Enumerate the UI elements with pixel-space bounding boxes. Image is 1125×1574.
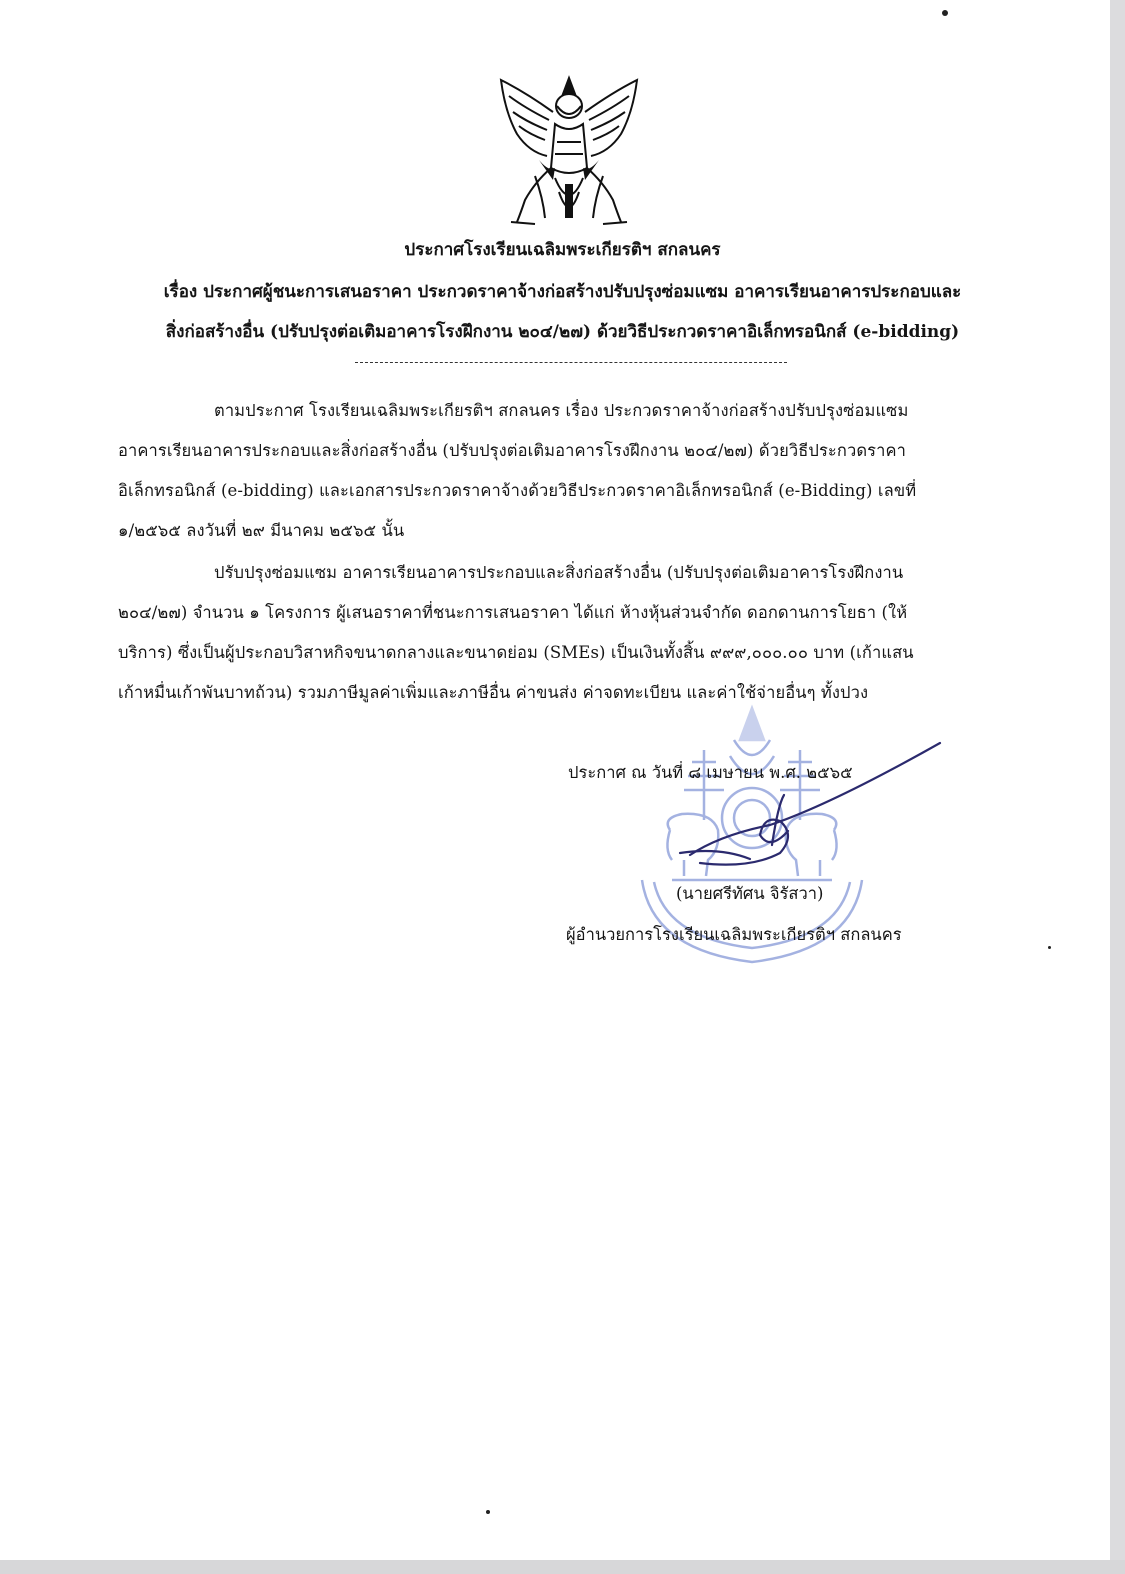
paragraph-1-line-4: ๑/๒๕๖๕ ลงวันที่ ๒๙ มีนาคม ๒๕๖๕ นั้น bbox=[118, 521, 405, 540]
announcement-date: ประกาศ ณ วันที่ ๘ เมษายน พ.ศ. ๒๕๖๕ bbox=[568, 763, 853, 782]
paragraph-1-line-3: อิเล็กทรอนิกส์ (e-bidding) และเอกสารประกวดราคาจ้างด้วยวิธีประกวดราคาอิเล็กทรอนิกส์ (e-Bidding) เลขที่ bbox=[118, 481, 917, 500]
signer-position: ผู้อำนวยการโรงเรียนเฉลิมพระเกียรติฯ สกลนคร bbox=[566, 925, 902, 944]
scan-speck bbox=[942, 10, 948, 16]
subject-line-2: สิ่งก่อสร้างอื่น (ปรับปรุงต่อเติมอาคารโรงฝึกงาน ๒๐๔/๒๗) ด้วยวิธีประกวดราคาอิเล็กทรอนิกส์ (e-bidding) bbox=[165, 322, 960, 342]
divider-line bbox=[355, 362, 787, 363]
announcement-title: ประกาศโรงเรียนเฉลิมพระเกียรติฯ สกลนคร bbox=[404, 240, 721, 260]
subject-line-1: เรื่อง ประกาศผู้ชนะการเสนอราคา ประกวดราคาจ้างก่อสร้างปรับปรุงซ่อมแซม อาคารเรียนอาคารประกอบและ bbox=[163, 282, 962, 302]
scan-speck bbox=[1048, 946, 1051, 949]
garuda-emblem-icon bbox=[495, 72, 643, 230]
scan-speck bbox=[486, 1510, 490, 1514]
paragraph-2-line-2: ๒๐๔/๒๗) จำนวน ๑ โครงการ ผู้เสนอราคาที่ชนะการเสนอราคา ได้แก่ ห้างหุ้นส่วนจำกัด ดอกดานการโยธา (ให้ bbox=[118, 603, 908, 622]
handwritten-signature bbox=[660, 735, 950, 885]
page-edge-bottom bbox=[0, 1560, 1125, 1574]
signer-name: (นายศรีทัศน จิรัสวา) bbox=[676, 884, 824, 903]
paragraph-1-line-2: อาคารเรียนอาคารประกอบและสิ่งก่อสร้างอื่น (ปรับปรุงต่อเติมอาคารโรงฝึกงาน ๒๐๔/๒๗) ด้วยวิธีประกวดราคา bbox=[118, 441, 906, 460]
paragraph-2-line-3: บริการ) ซึ่งเป็นผู้ประกอบวิสาหกิจขนาดกลางและขนาดย่อม (SMEs) เป็นเงินทั้งสิ้น ๙๙๙,๐๐๐.๐๐ บาท (เก้าแสน bbox=[118, 643, 914, 662]
paragraph-2-line-4: เก้าหมื่นเก้าพันบาทถ้วน) รวมภาษีมูลค่าเพิ่มและภาษีอื่น ค่าขนส่ง ค่าจดทะเบียน และค่าใช้จ่ายอื่นๆ ทั้งปวง bbox=[118, 683, 869, 702]
paragraph-2-line-1: ปรับปรุงซ่อมแซม อาคารเรียนอาคารประกอบและสิ่งก่อสร้างอื่น (ปรับปรุงต่อเติมอาคารโรงฝึกงาน bbox=[214, 563, 904, 582]
page-edge-right bbox=[1110, 0, 1125, 1574]
paragraph-1-line-1: ตามประกาศ โรงเรียนเฉลิมพระเกียรติฯ สกลนคร เรื่อง ประกวดราคาจ้างก่อสร้างปรับปรุงซ่อมแซม bbox=[214, 401, 909, 420]
